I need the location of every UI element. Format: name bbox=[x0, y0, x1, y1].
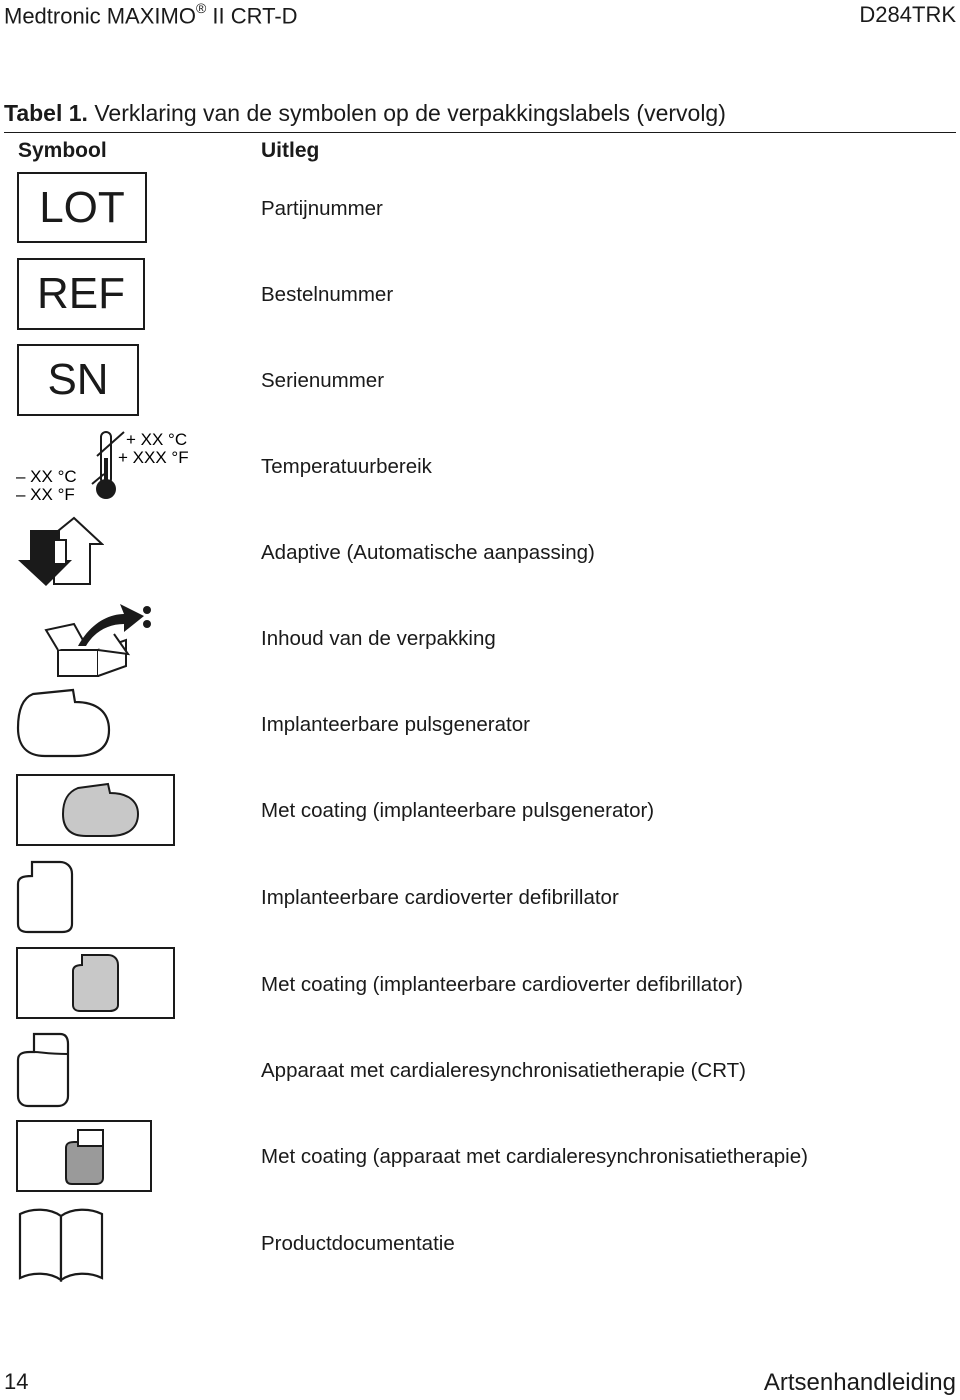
coated-crt-device-icon bbox=[16, 1120, 154, 1192]
header-product bbox=[4, 2, 298, 29]
temp-low-c: – XX °C bbox=[16, 467, 77, 486]
product-suffix: II CRT-D bbox=[212, 3, 298, 29]
temp-high-f: + XXX °F bbox=[118, 448, 189, 467]
ref-symbol: REF bbox=[17, 258, 145, 330]
table-caption: Verklaring van de symbolen op de verpakkingslabels (vervolg) bbox=[94, 100, 726, 126]
lot-symbol: LOT bbox=[17, 172, 147, 243]
sn-symbol: SN bbox=[17, 344, 139, 416]
package-contents-icon bbox=[42, 600, 160, 678]
row-explanation-coated-icd: Met coating (implanteerbare cardioverter defibrillator) bbox=[261, 973, 743, 996]
icd-icon bbox=[16, 860, 76, 934]
row-explanation-lot: Partijnummer bbox=[261, 197, 383, 220]
adaptive-arrows-icon bbox=[16, 514, 104, 588]
column-header-symbol: Symbool bbox=[18, 139, 107, 162]
table-title bbox=[4, 100, 726, 127]
crt-device-icon bbox=[16, 1032, 72, 1108]
row-explanation-crt-device: Apparaat met cardialeresynchronisatietherapie (CRT) bbox=[261, 1059, 747, 1082]
pulse-generator-icon bbox=[15, 686, 113, 760]
row-explanation-product-documentation: Productdocumentatie bbox=[261, 1232, 455, 1255]
table-label: Tabel 1. bbox=[4, 100, 88, 126]
temp-low-f: – XX °F bbox=[16, 485, 75, 504]
row-explanation-sn: Serienummer bbox=[261, 369, 385, 392]
registered-mark: ® bbox=[195, 0, 207, 16]
coated-pulse-generator-icon bbox=[16, 774, 176, 846]
product-documentation-icon bbox=[16, 1204, 106, 1282]
row-explanation-package-contents: Inhoud van de verpakking bbox=[261, 627, 496, 650]
row-explanation-coated-pulse-generator: Met coating (implanteerbare pulsgenerator) bbox=[261, 799, 655, 822]
temp-high-c: + XX °C bbox=[126, 430, 188, 449]
header-model: D284TRK bbox=[859, 2, 956, 27]
row-explanation-temperature: Temperatuurbereik bbox=[261, 455, 432, 478]
row-explanation-adaptive: Adaptive (Automatische aanpassing) bbox=[261, 541, 595, 564]
row-explanation-ref: Bestelnummer bbox=[261, 283, 394, 306]
thermometer-icon bbox=[14, 428, 204, 504]
row-explanation-icd: Implanteerbare cardioverter defibrillator bbox=[261, 886, 619, 909]
table-rule bbox=[4, 132, 956, 133]
column-header-explanation: Uitleg bbox=[261, 139, 320, 162]
document-name: Artsenhandleiding bbox=[763, 1369, 956, 1396]
page-number: 14 bbox=[4, 1369, 29, 1394]
row-explanation-pulse-generator: Implanteerbare pulsgenerator bbox=[261, 713, 530, 736]
row-explanation-coated-crt-device: Met coating (apparaat met cardialeresynchronisatietherapie) bbox=[261, 1145, 808, 1168]
coated-icd-icon bbox=[16, 947, 176, 1019]
product-name: Medtronic MAXIMO bbox=[4, 3, 196, 29]
